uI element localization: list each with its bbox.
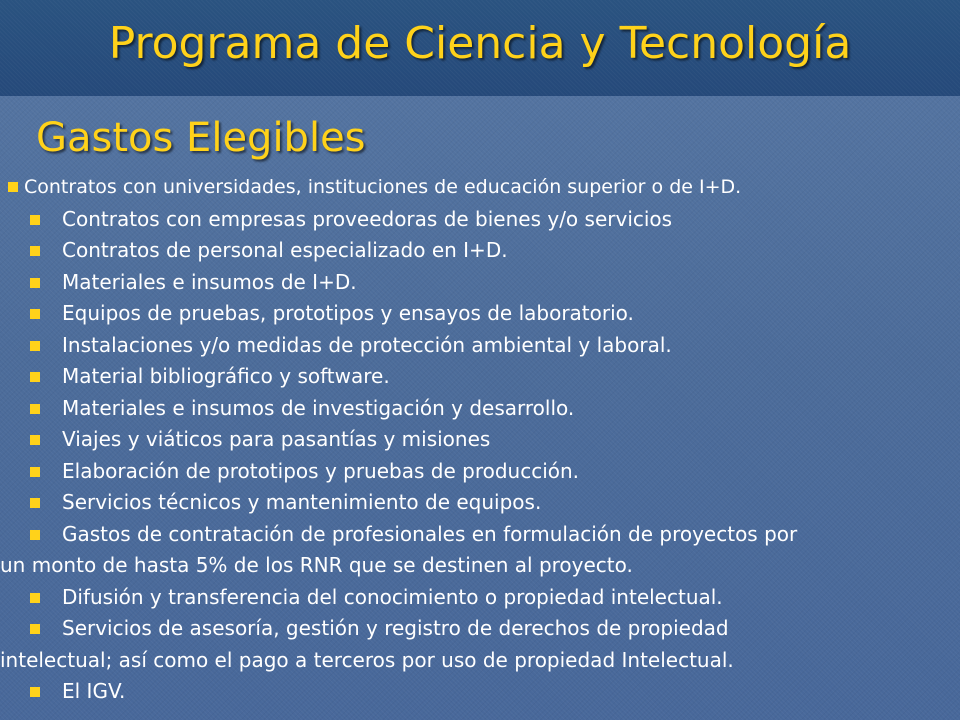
list-item (0, 204, 960, 236)
square-bullet-icon (8, 182, 18, 192)
list-item-text: Viajes y viáticos para pasantías y misiones (62, 427, 491, 451)
list-item-text: Instalaciones y/o medidas de protección ambiental y laboral. (62, 332, 672, 357)
list-item-text: Gastos de contratación de profesionales en formulación de proyectos por (62, 521, 798, 546)
square-bullet-icon (30, 341, 40, 351)
list-item-text: Material bibliográfico y software. (62, 364, 390, 388)
list-item-text: Difusión y transferencia del conocimiento o propiedad intelectual. (62, 584, 723, 609)
list-item-text: El IGV. (62, 679, 126, 703)
list-item-text: Servicios de asesoría, gestión y registro de derechos de propiedad (62, 616, 729, 640)
list-item (0, 456, 960, 488)
square-bullet-icon (30, 309, 40, 319)
square-bullet-icon (30, 435, 40, 445)
list-item-text: Materiales e insumos de I+D. (62, 269, 357, 294)
bullet-list (0, 172, 960, 708)
list-item (0, 519, 960, 551)
square-bullet-icon (30, 530, 40, 540)
list-item-continuation: un monto de hasta 5% de los RNR que se destinen al proyecto. (0, 553, 633, 577)
square-bullet-icon (30, 215, 40, 225)
list-item (0, 393, 960, 425)
list-item-text: Contratos con universidades, instituciones de educación superior o de I+D. (24, 176, 742, 198)
list-item (0, 613, 960, 645)
list-item (0, 487, 960, 519)
list-item (0, 361, 960, 393)
square-bullet-icon (30, 624, 40, 634)
square-bullet-icon (30, 246, 40, 256)
square-bullet-icon (30, 467, 40, 477)
list-item (0, 172, 960, 204)
list-item-text: Contratos de personal especializado en I+D. (62, 238, 508, 262)
square-bullet-icon (30, 372, 40, 382)
list-item-text: Elaboración de prototipos y pruebas de producción. (62, 458, 580, 483)
square-bullet-icon (30, 687, 40, 697)
square-bullet-icon (30, 498, 40, 508)
list-item-continuation: intelectual; así como el pago a terceros por uso de propiedad Intelectual. (0, 647, 734, 672)
list-item-text: Equipos de pruebas, prototipos y ensayos de laboratorio. (62, 301, 634, 325)
square-bullet-icon (30, 404, 40, 414)
list-item-text: Servicios técnicos y mantenimiento de equipos. (62, 490, 542, 514)
list-item-text: Materiales e insumos de investigación y desarrollo. (62, 395, 575, 420)
list-item (0, 582, 960, 614)
list-item (0, 298, 960, 330)
slide-title: Programa de Ciencia y Tecnología (108, 18, 852, 69)
list-item (0, 267, 960, 299)
list-item-text: Contratos con empresas proveedoras de bienes y/o servicios (62, 206, 673, 231)
square-bullet-icon (30, 593, 40, 603)
slide-subtitle: Gastos Elegibles (36, 115, 366, 161)
list-item (0, 676, 960, 708)
list-item (0, 235, 960, 267)
list-item (0, 330, 960, 362)
list-item (0, 424, 960, 456)
square-bullet-icon (30, 278, 40, 288)
